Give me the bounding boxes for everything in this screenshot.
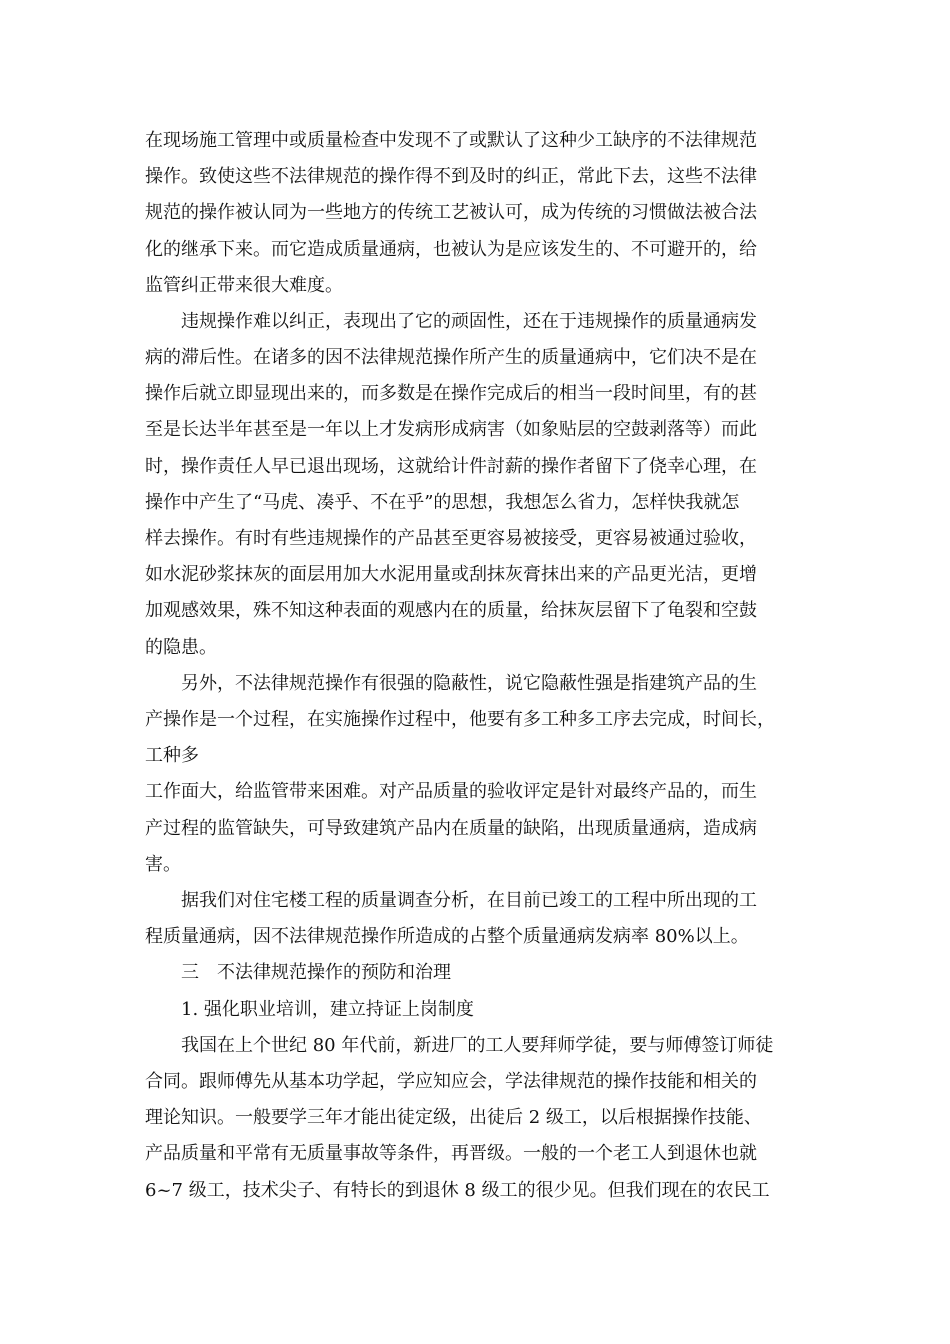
section-heading: 三 不法律规范操作的预防和治理 xyxy=(181,962,451,983)
text-line: 程质量通病，因不法律规范操作所造成的占整个质量通病发病率 80%以上。 xyxy=(145,926,749,947)
paragraph-start: 另外，不法律规范操作有很强的隐蔽性，说它隐蔽性强是指建筑产品的生 xyxy=(181,673,757,694)
text-line: 产操作是一个过程，在实施操作过程中，他要有多工种多工序去完成，时间长， xyxy=(145,709,775,730)
paragraph-start: 违规操作难以纠正，表现出了它的顽固性，还在于违规操作的质量通病发 xyxy=(181,311,757,332)
paragraph-start: 我国在上个世纪 80 年代前，新进厂的工人要拜师学徒，要与师傅签订师徒 xyxy=(181,1035,774,1056)
text-line: 操作后就立即显现出来的，而多数是在操作完成后的相当一段时间里，有的甚 xyxy=(145,383,757,404)
text-line: 至是长达半年甚至是一年以上才发病形成病害（如象贴层的空鼓剥落等）而此 xyxy=(145,419,757,440)
text-line: 工作面大，给监管带来困难。对产品质量的验收评定是针对最终产品的，而生 xyxy=(145,781,757,802)
text-line: 产品质量和平常有无质量事故等条件，再晋级。一般的一个老工人到退休也就 xyxy=(145,1143,757,1164)
text-line: 工种多 xyxy=(145,745,199,766)
text-line: 样去操作。有时有些违规操作的产品甚至更容易被接受，更容易被通过验收， xyxy=(145,528,757,549)
text-line: 加观感效果，殊不知这种表面的观感内在的质量，给抹灰层留下了龟裂和空鼓 xyxy=(145,600,757,621)
text-line: 如水泥砂浆抹灰的面层用加大水泥用量或刮抹灰膏抹出来的产品更光洁，更增 xyxy=(145,564,757,585)
text-line: 病的滞后性。在诸多的因不法律规范操作所产生的质量通病中，它们决不是在 xyxy=(145,347,757,368)
text-line: 监管纠正带来很大难度。 xyxy=(145,275,343,296)
text-line: 在现场施工管理中或质量检查中发现不了或默认了这种少工缺序的不法律规范 xyxy=(145,130,757,151)
text-line: 合同。跟师傅先从基本功学起，学应知应会，学法律规范的操作技能和相关的 xyxy=(145,1071,757,1092)
text-line: 的隐患。 xyxy=(145,637,217,658)
text-line: 操作。致使这些不法律规范的操作得不到及时的纠正，常此下去，这些不法律 xyxy=(145,166,757,187)
text-line: 6~7 级工，技术尖子、有特长的到退休 8 级工的很少见。但我们现在的农民工 xyxy=(145,1180,770,1201)
text-line: 规范的操作被认同为一些地方的传统工艺被认可，成为传统的习惯做法被合法 xyxy=(145,202,757,223)
subsection-heading: 1. 强化职业培训，建立持证上岗制度 xyxy=(181,999,474,1020)
text-line: 时，操作责任人早已退出现场，这就给计件討薪的操作者留下了侥幸心理，在 xyxy=(145,456,757,477)
text-line: 化的继承下来。而它造成质量通病，也被认为是应该发生的、不可避开的，给 xyxy=(145,239,757,260)
text-line: 害。 xyxy=(145,854,181,875)
text-line: 产过程的监管缺失，可导致建筑产品内在质量的缺陷，出现质量通病，造成病 xyxy=(145,818,757,839)
text-line: 操作中产生了“马虎、凑乎、不在乎”的思想，我想怎么省力，怎样快我就怎 xyxy=(145,492,740,513)
text-line: 理论知识。一般要学三年才能出徒定级，出徒后 2 级工，以后根据操作技能、 xyxy=(145,1107,762,1128)
paragraph-start: 据我们对住宅楼工程的质量调查分析，在目前已竣工的工程中所出现的工 xyxy=(181,890,757,911)
